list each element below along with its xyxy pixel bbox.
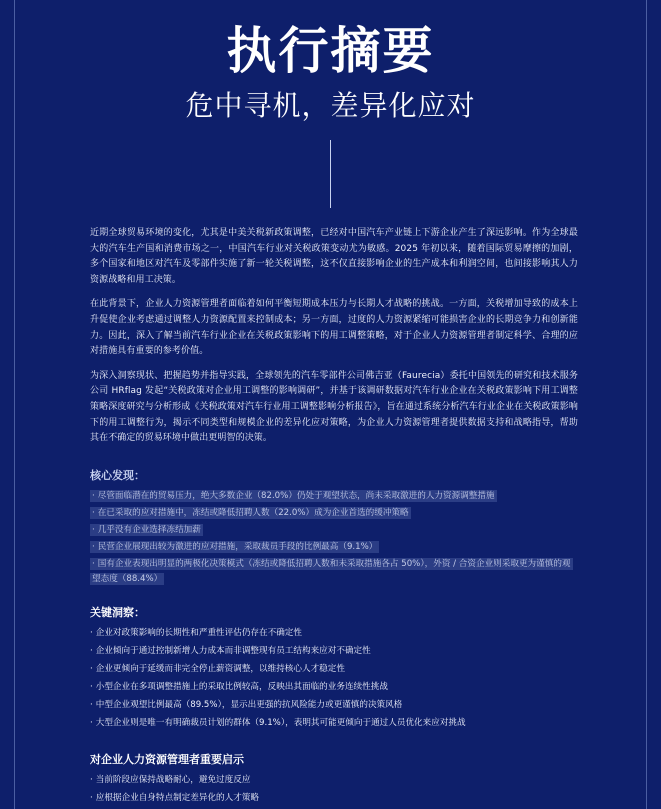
intro-paragraph: 在此背景下，企业人力资源管理者面临着如何平衡短期成本压力与长期人才战略的挑战。一方面，关税增加导致的成本上升促使企业考虑通过调整人力资源配置来控制成本；另一方面，过度的人力资源紧缩可能损害企业的长期竞争力和创新能力。因此，深入了解当前汽车行业企业在关税政策影响下的用工调整策略，对于企业人力资源管理者制定科学、合理的应对措施具有重要的参考价值。 (90, 299, 578, 357)
insights-item: · 企业倾向于通过控制新增人力成本而非调整现有员工结构来应对不确定性 (90, 645, 371, 656)
insights-item-text: 企业对政策影响的长期性和严重性评估仍存在不确定性 (95, 627, 302, 638)
advice-item-text: 应根据企业自身特点制定差异化的人才策略 (95, 792, 260, 803)
insights-item: · 大型企业则是唯一有明确裁员计划的群体（9.1%），表明其可能更倾向于通过人员优化来应对挑战 (90, 717, 466, 728)
findings-item-text: 国有企业表现出明显的两极化决策模式（冻结或降低招聘人数和未采取措施各占 50%），外资 / 合资企业则采取更为谨慎的观望态度（88.4%） (92, 558, 571, 584)
advice-item-text: 当前阶段应保持战略耐心，避免过度反应 (95, 774, 251, 785)
findings-item: · 在已采取的应对措施中，冻结或降低招聘人数（22.0%）成为企业首选的缓冲策略 (92, 507, 409, 518)
advice-list (90, 773, 578, 806)
advice-heading: 对企业人力资源管理者重要启示 (90, 752, 244, 766)
findings-item-text: 尽管面临潜在的贸易压力，绝大多数企业（82.0%）仍处于观望状态，尚未采取激进的人力资源调整措施 (97, 490, 495, 501)
findings-item: · 几乎没有企业选择冻结加薪 (92, 524, 201, 535)
findings-item-text: 在已采取的应对措施中，冻结或降低招聘人数（22.0%）成为企业首选的缓冲策略 (97, 507, 409, 518)
insights-item-text: 中型企业观望比例最高（89.5%），显示出更强的抗风险能力或更谨慎的决策风格 (95, 699, 403, 710)
findings-item: · 国有企业表现出明显的两极化决策模式（冻结或降低招聘人数和未采取措施各占 50%），外资 / 合资企业则采取更为谨慎的观望态度（88.4%） (92, 558, 571, 584)
insights-item-text: 企业倾向于通过控制新增人力成本而非调整现有员工结构来应对不确定性 (95, 645, 371, 656)
findings-list (90, 489, 578, 587)
insights-item: · 中型企业观望比例最高（89.5%），显示出更强的抗风险能力或更谨慎的决策风格 (90, 699, 403, 710)
page-subtitle: 危中寻机，差异化应对 (185, 89, 476, 122)
vertical-divider (330, 140, 331, 208)
advice-item: · 应根据企业自身特点制定差异化的人才策略 (90, 792, 260, 803)
findings-item: · 民营企业展现出较为激进的应对措施，采取裁员手段的比例最高（9.1%） (92, 541, 378, 552)
page-title: 执行摘要 (226, 22, 435, 80)
insights-item-text: 小型企业在多项调整措施上的采取比例较高，反映出其面临的业务连续性挑战 (95, 681, 388, 692)
insights-item: · 企业更倾向于延缓而非完全停止薪资调整，以维持核心人才稳定性 (90, 663, 345, 674)
insights-list (90, 626, 578, 731)
summary-content (90, 226, 578, 809)
insights-heading: 关键洞察： (90, 605, 145, 619)
findings-item-text: 几乎没有企业选择冻结加薪 (97, 524, 201, 535)
insights-item-text: 企业更倾向于延缓而非完全停止薪资调整，以维持核心人才稳定性 (95, 663, 345, 674)
findings-heading: 核心发现： (90, 468, 145, 482)
findings-item: · 尽管面临潜在的贸易压力，绝大多数企业（82.0%）仍处于观望状态，尚未采取激进的人力资源调整措施 (92, 490, 495, 501)
advice-item: · 当前阶段应保持战略耐心，避免过度反应 (90, 774, 251, 785)
insights-item-text: 大型企业则是唯一有明确裁员计划的群体（9.1%），表明其可能更倾向于通过人员优化来应对挑战 (95, 717, 466, 728)
intro-paragraph: 为深入洞察现状、把握趋势并指导实践，全球领先的汽车零部件公司佛吉亚（Faurecia）委托中国领先的研究和技术服务公司 HRflag 发起“关税政策对企业用工调整的影响调研”，并基于该调研数据对汽车行业企业在关税政策影响下用工调整策略深度研究与分析形成《关税政策对汽车行业用工调整影响分析报告》，旨在通过系统分析汽车行业企业在关税政策影响下的用工调整行为，揭示不同类型和规模企业的差异化应对策略，为企业人力资源管理者提供数据支持和战略指导，帮助其在不确定的贸易环境中做出更明智的决策。 (90, 370, 578, 444)
insights-item: · 企业对政策影响的长期性和严重性评估仍存在不确定性 (90, 627, 302, 638)
intro-paragraph: 近期全球贸易环境的变化，尤其是中美关税新政策调整，已经对中国汽车产业链上下游企业产生了深远影响。作为全球最大的汽车生产国和消费市场之一，中国汽车行业对关税政策变动尤为敏感。2025 年初以来，随着国际贸易摩擦的加剧，多个国家和地区对汽车及零部件实施了新一轮关税调整，这不仅直接影响企业的生产成本和利润空间，也间接影响其人力资源战略和用工决策。 (90, 228, 578, 285)
findings-item-text: 民营企业展现出较为激进的应对措施，采取裁员手段的比例最高（9.1%） (97, 541, 378, 552)
insights-item: · 小型企业在多项调整措施上的采取比例较高，反映出其面临的业务连续性挑战 (90, 681, 388, 692)
